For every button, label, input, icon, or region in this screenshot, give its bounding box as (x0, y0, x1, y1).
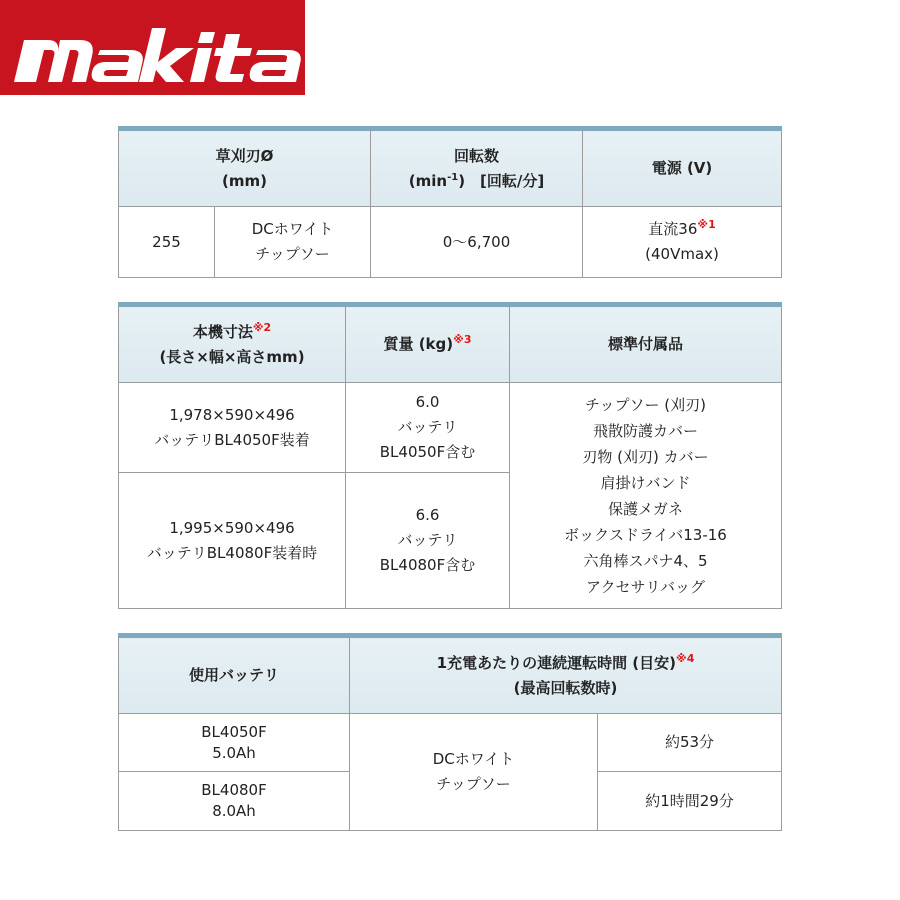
mass-bl4050f: 6.0 バッテリ BL4050F含む (346, 383, 510, 473)
header-rotation-speed: 回転数 $(\min^{-1})$ [回転/分] (371, 129, 583, 207)
header-power-source: 電源 (V) (583, 129, 782, 207)
dimensions-bl4050f: 1,978×590×496 バッテリBL4050F装着 (119, 383, 346, 473)
note-2-marker: ※2 (252, 320, 272, 334)
spec-table-2 (118, 302, 782, 609)
header-accessories: 標準付属品 (510, 305, 782, 383)
runtime-blade-type: DCホワイト チップソー (350, 714, 598, 831)
header-dimensions: 本機寸法$^{※2}$ (長さ×幅×高さmm) (119, 305, 346, 383)
note-1-marker: ※1 (697, 218, 716, 231)
header-mass: 質量 (kg)$^{※3}$ (346, 305, 510, 383)
battery-bl4050f: BL4050F 5.0Ah (119, 714, 350, 772)
blade-diameter-value: 255 (119, 207, 215, 278)
accessory-item: チップソー (刈刃) (584, 395, 707, 414)
blade-type: DCホワイト チップソー (215, 207, 371, 278)
makita-logo (0, 0, 305, 95)
accessory-item: 飛散防護カバー (592, 421, 698, 440)
note-3-marker: ※3 (453, 333, 472, 346)
header-blade-diameter: 草刈刃Ø (mm) (119, 129, 371, 207)
accessories-list (510, 383, 782, 609)
spec-table-1 (118, 126, 782, 278)
header-battery: 使用バッテリ (119, 636, 350, 714)
accessory-item: 六角棒スパナ4、5 (583, 551, 708, 570)
accessory-item: 肩掛けバンド (600, 473, 691, 492)
spec-table-3 (118, 633, 782, 831)
accessory-item: 保護メガネ (607, 499, 683, 518)
battery-bl4080f: BL4080F 8.0Ah (119, 772, 350, 831)
runtime-bl4050f: 約53分 (598, 714, 782, 772)
accessory-item: ボックスドライバ13-16 (564, 525, 727, 544)
dimensions-bl4080f: 1,995×590×496 バッテリBL4080F装着時 (119, 473, 346, 609)
note-4-marker: ※4 (676, 651, 695, 665)
mass-bl4080f: 6.6 バッテリ BL4080F含む (346, 473, 510, 609)
makita-logo-mark (0, 0, 305, 95)
accessory-item: 刃物 (刈刃) カバー (582, 447, 709, 466)
runtime-bl4080f: 約1時間29分 (598, 772, 782, 831)
header-runtime: 1充電あたりの連続運転時間 (目安)$^{※4}$ (最高回転数時) (350, 636, 782, 714)
rotation-speed-value: 0〜6,700 (371, 207, 583, 278)
power-source-value: 直流36$^{※1}$ (40Vmax) (583, 207, 782, 278)
accessory-item: アクセサリバッグ (585, 577, 706, 596)
